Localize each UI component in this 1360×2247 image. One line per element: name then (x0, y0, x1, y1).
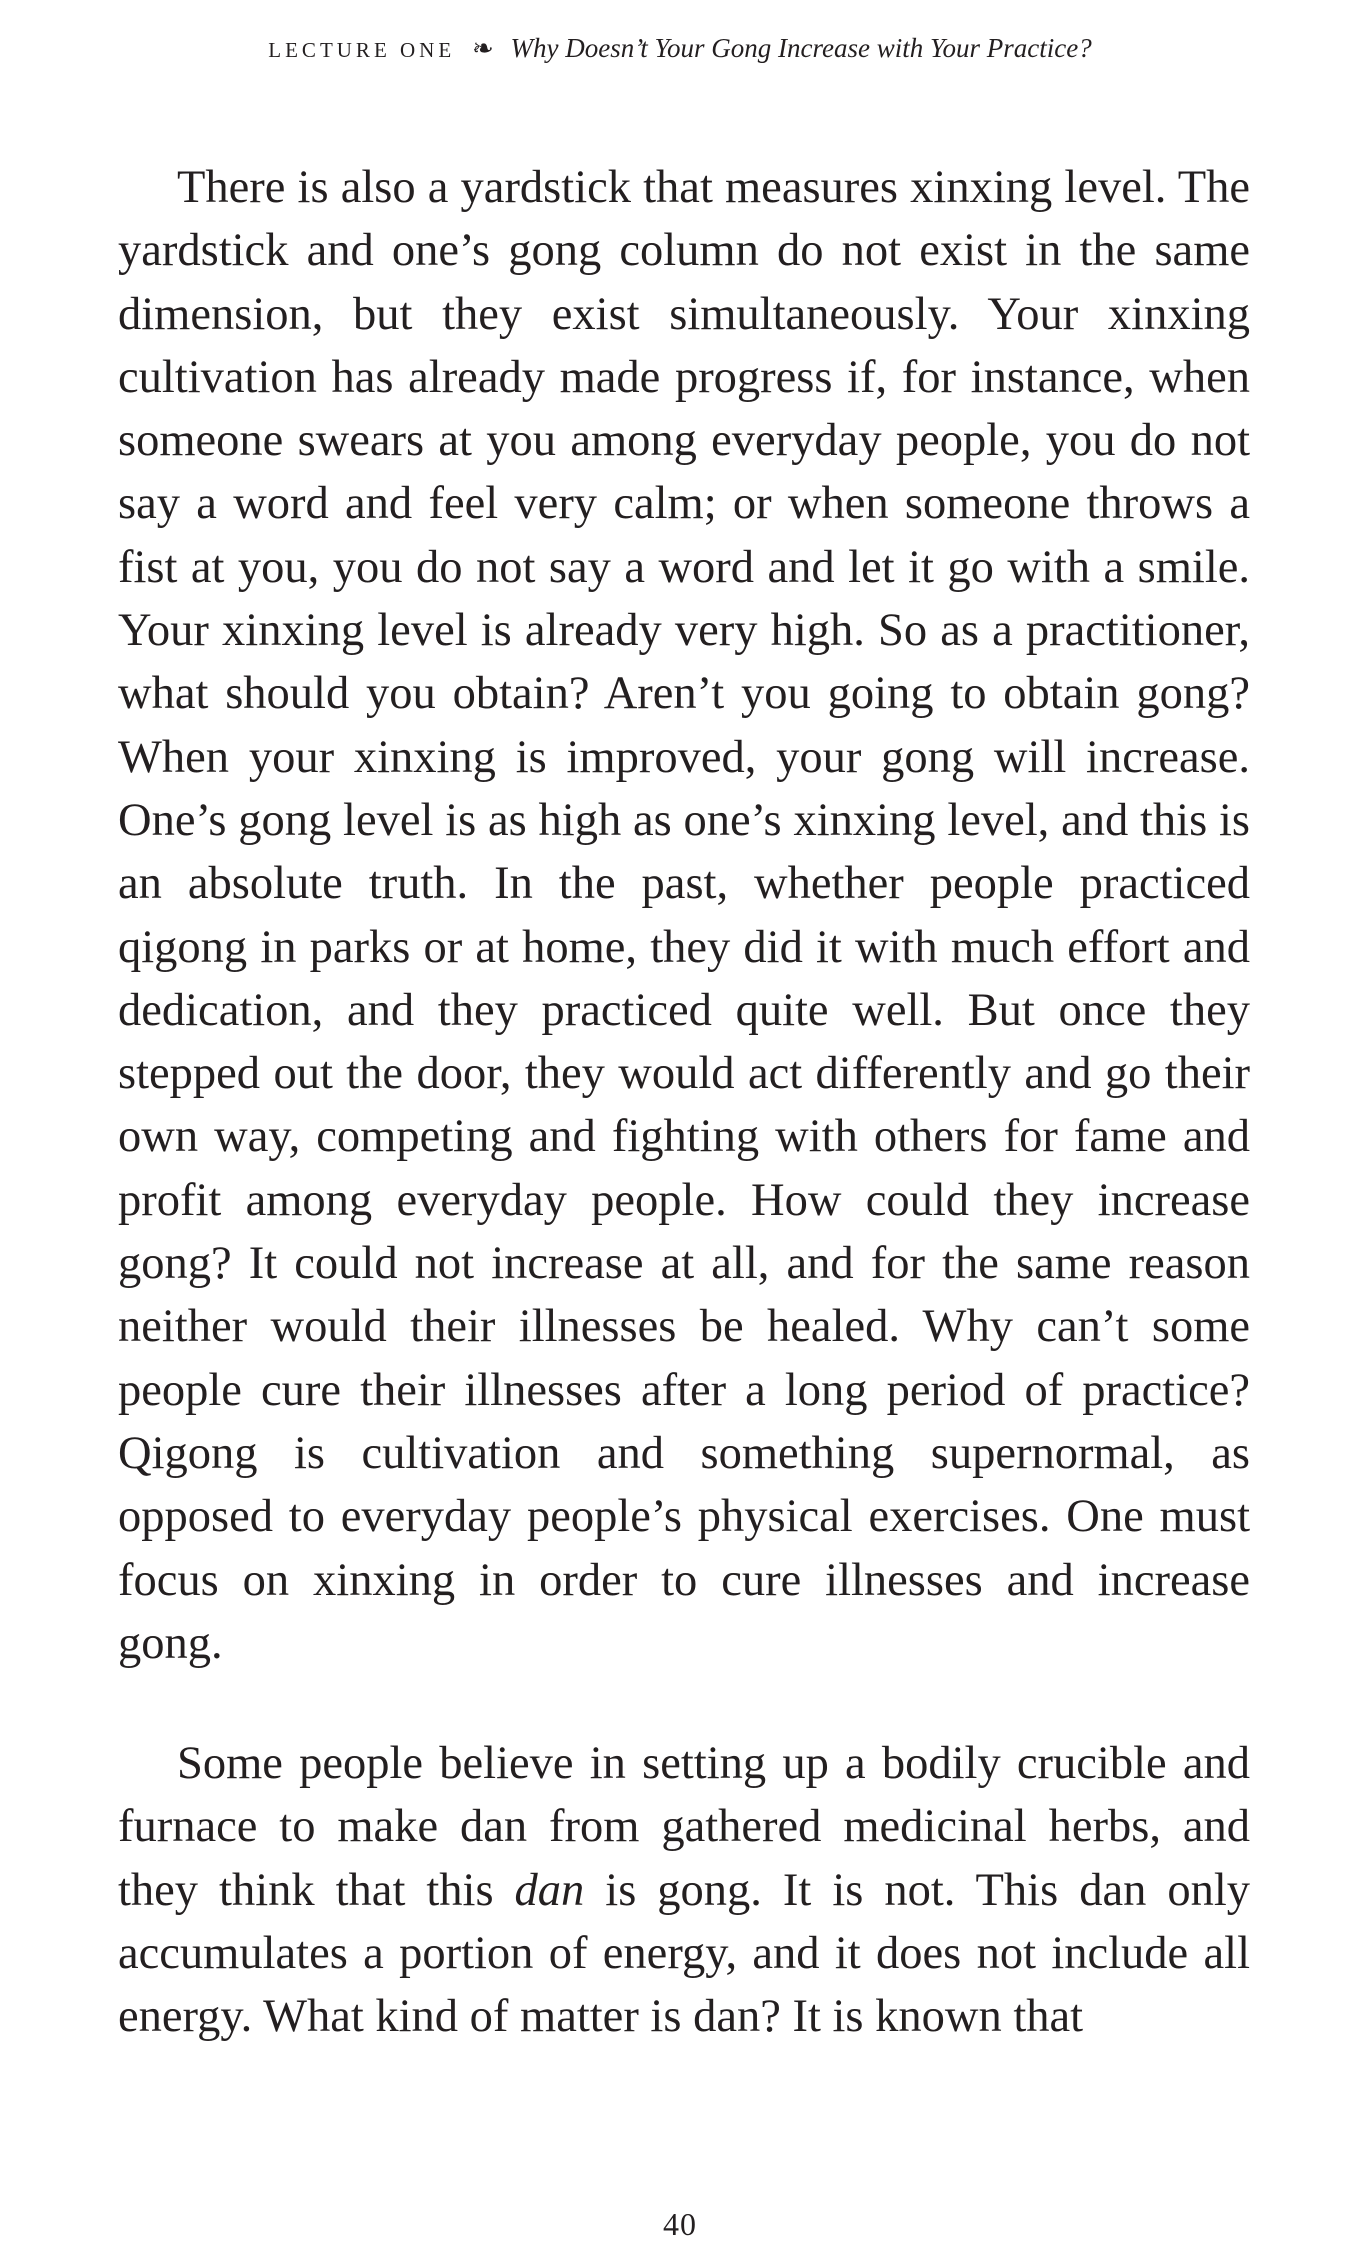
paragraph-2-rest: is gong. It is not. This dan only accumulates a portion of energy, and it does not include all energy. What kind of matter is dan? It is known that (118, 1864, 1250, 2043)
running-head (0, 28, 1360, 70)
paragraph-2-lead: Some people believe in setting up a bodily crucible and furnace to make dan from gathered medicinal herbs, and they think that this (118, 1738, 1250, 1916)
paragraph-2 (118, 1732, 1250, 2048)
running-head-title: Why Doesn’t Your Gong Increase with Your Practice? (510, 33, 1092, 63)
page-number: 40 (663, 2206, 697, 2242)
running-head-lecture: LECTURE ONE (268, 38, 456, 62)
italic-term-dan: dan (514, 1864, 585, 1916)
paragraph-1: There is also a yardstick that measures xinxing level. The yardstick and one’s gong column do not exist in the same dimension, but they exist simultaneously. Your xinxing cultivation has already made progress if, for instance, when someone swears at you among everyday people, you do not say a word and feel very calm; or when someone throws a fist at you, you do not say a word and let it go with a smile. Your xinxing level is already very high. So as a practitioner, what should you obtain? Aren’t you going to obtain gong? When your xinxing is improved, your gong will increase. One’s gong level is as high as one’s xinxing level, and this is an absolute truth. In the past, whether people practiced qigong in parks or at home, they did it with much effort and dedication, and they practiced quite well. But once they stepped out the door, they would act differently and go their own way, competing and fighting with others for fame and profit among everyday people. How could they increase gong? It could not increase at all, and for the same reason neither would their illnesses be healed. Why can’t some people cure their illnesses after a long period of practice? Qigong is cultivation and something supernormal, as opposed to everyday people’s physical exercises. One must focus on xinxing in order to cure illnesses and increase gong. (118, 162, 1250, 1669)
fleuron-icon: ❧ (471, 34, 494, 63)
body-text (118, 156, 1250, 2049)
